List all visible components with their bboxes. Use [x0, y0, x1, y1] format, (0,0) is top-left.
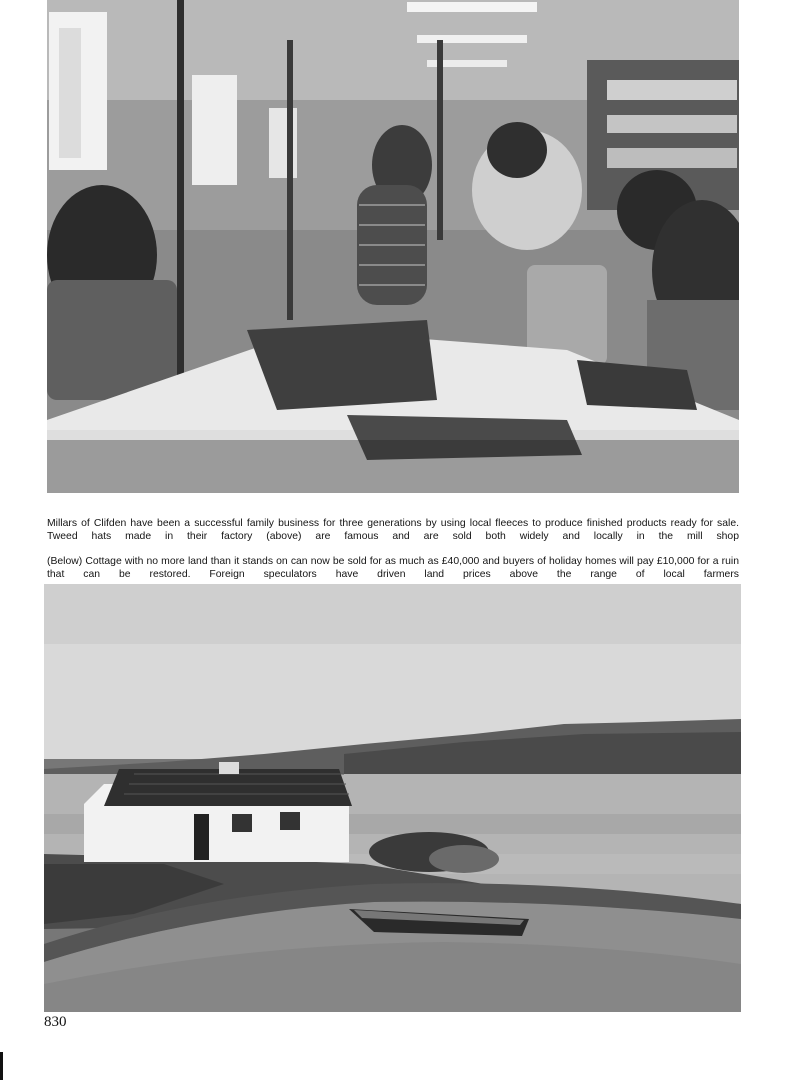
cottage-photo [44, 584, 741, 1012]
cottage-photo-drawing [44, 584, 741, 1012]
scan-edge-mark [0, 1052, 3, 1080]
factory-photo-caption: Millars of Clifden have been a successful family business for three generations by using local fleeces to produce finished products ready for sale. Tweed hats made in their factory (above) are famous and are sold both widely and locally in the mill shop [47, 518, 739, 543]
page-number: 830 [44, 1014, 67, 1030]
factory-photo [47, 0, 739, 493]
cottage-photo-caption: (Below) Cottage with no more land than it stands on can now be sold for as much as £40,000 and buyers of holiday homes will pay £10,000 for a ruin that can be restored. Foreign speculators have driven land prices above the range of local farmers [47, 556, 739, 581]
factory-photo-drawing [47, 0, 739, 493]
